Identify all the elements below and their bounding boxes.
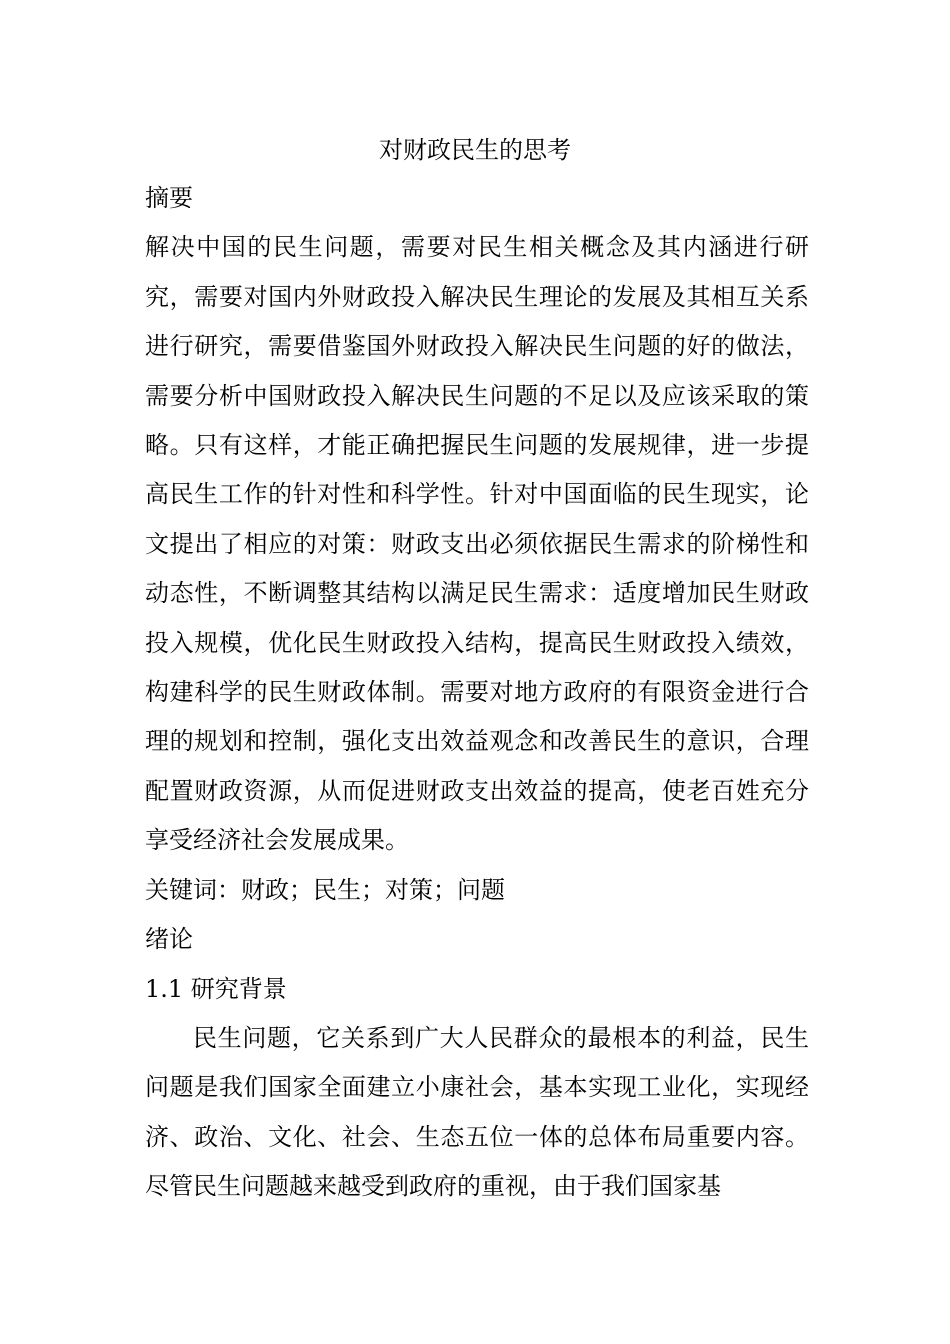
abstract-body: 解决中国的民生问题，需要对民生相关概念及其内涵进行研究，需要对国内外财政投入解决民生理论的发展及其相互关系进行研究，需要借鉴国外财政投入解决民生问题的好的做法，需要分析中国财政投入解决民生问题的不足以及应该采取的策略。只有这样，才能正确把握民生问题的发展规律，进一步提高民生工作的针对性和科学性。针对中国面临的民生现实，论文提出了相应的对策：财政支出必须依据民生需求的阶梯性和动态性，不断调整其结构以满足民生需求：适度增加民生财政投入规模，优化民生财政投入结构，提高民生财政投入绩效，构建科学的民生财政体制。需要对地方政府的有限资金进行合理的规划和控制，强化支出效益观念和改善民生的意识，合理配置财政资源，从而促进财政支出效益的提高，使老百姓充分享受经济社会发展成果。	[145, 233, 809, 855]
section-heading-1-1: 1.1 研究背景	[145, 974, 287, 1003]
keywords-line: 关键词：财政；民生；对策；问题	[145, 875, 505, 904]
document-title: 对财政民生的思考	[379, 136, 571, 164]
abstract-heading: 摘要	[145, 184, 193, 212]
section-body-1-1: 民生问题，它关系到广大人民群众的最根本的利益，民生问题是我们国家全面建立小康社会，基本实现工业化，实现经济、政治、文化、社会、生态五位一体的总体布局重要内容。尽管民生问题越来越受到政府的重视，由于我们国家基	[145, 1023, 809, 1201]
intro-heading: 绪论	[145, 925, 193, 954]
document-content	[145, 174, 809, 1212]
